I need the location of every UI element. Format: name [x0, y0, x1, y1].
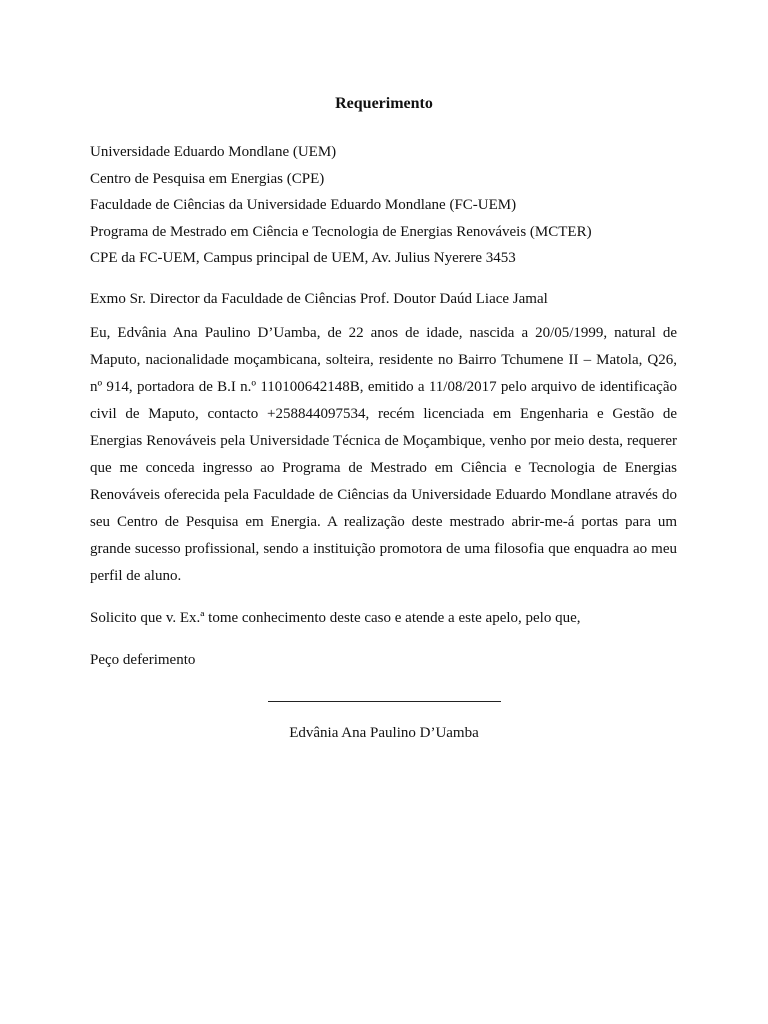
body-paragraph: Eu, Edvânia Ana Paulino D’Uamba, de 22 anos de idade, nascida a 20/05/1999, natural de Maputo, nacionalidade moçambicana, solteira, residente no Bairro Tchumene II – Matola, Q26, nº 914, portadora de B.I n.º 110100642148B, emitido a 11/08/2017 pelo arquivo de identificação civil de Maputo, contacto +258844097534, recém licenciada em Engenharia e Gestão de Energias Renováveis pela Universidade Técnica de Moçambique, venho por meio desta, requerer que me conceda ingresso ao Programa de Mestrado em Ciência e Tecnologia de Energias Renováveis oferecida pela Faculdade de Ciências da Universidade Eduardo Mondlane através do seu Centro de Pesquisa em Energia. A realização deste mestrado abrir-me-á portas para um grande sucesso profissional, sendo a instituição promotora de uma filosofia que enquadra ao meu perfil de aluno. [90, 325, 677, 584]
signatory-name: Edvânia Ana Paulino D’Uamba [289, 725, 479, 741]
closing-phrase: Peço deferimento [90, 652, 196, 668]
salutation: Exmo Sr. Director da Faculdade de Ciências Prof. Doutor Daúd Liace Jamal [90, 291, 548, 307]
recipient-address-block [90, 139, 680, 272]
address-line-faculty: Faculdade de Ciências da Universidade Eduardo Mondlane (FC-UEM) [90, 197, 517, 213]
signature-line [268, 701, 501, 702]
address-line-research-centre: Centro de Pesquisa em Energias (CPE) [90, 170, 325, 187]
address-line-university: Universidade Eduardo Mondlane (UEM) [90, 144, 337, 160]
address-line-location: CPE da FC-UEM, Campus principal de UEM, Av. Julius Nyerere 3453 [90, 250, 516, 266]
document-title: Requerimento [335, 95, 433, 112]
address-line-program: Programa de Mestrado em Ciência e Tecnologia de Energias Renováveis (MCTER) [90, 223, 592, 240]
request-paragraph: Solicito que v. Ex.ª tome conhecimento deste caso e atende a este apelo, pelo que, [90, 610, 581, 626]
